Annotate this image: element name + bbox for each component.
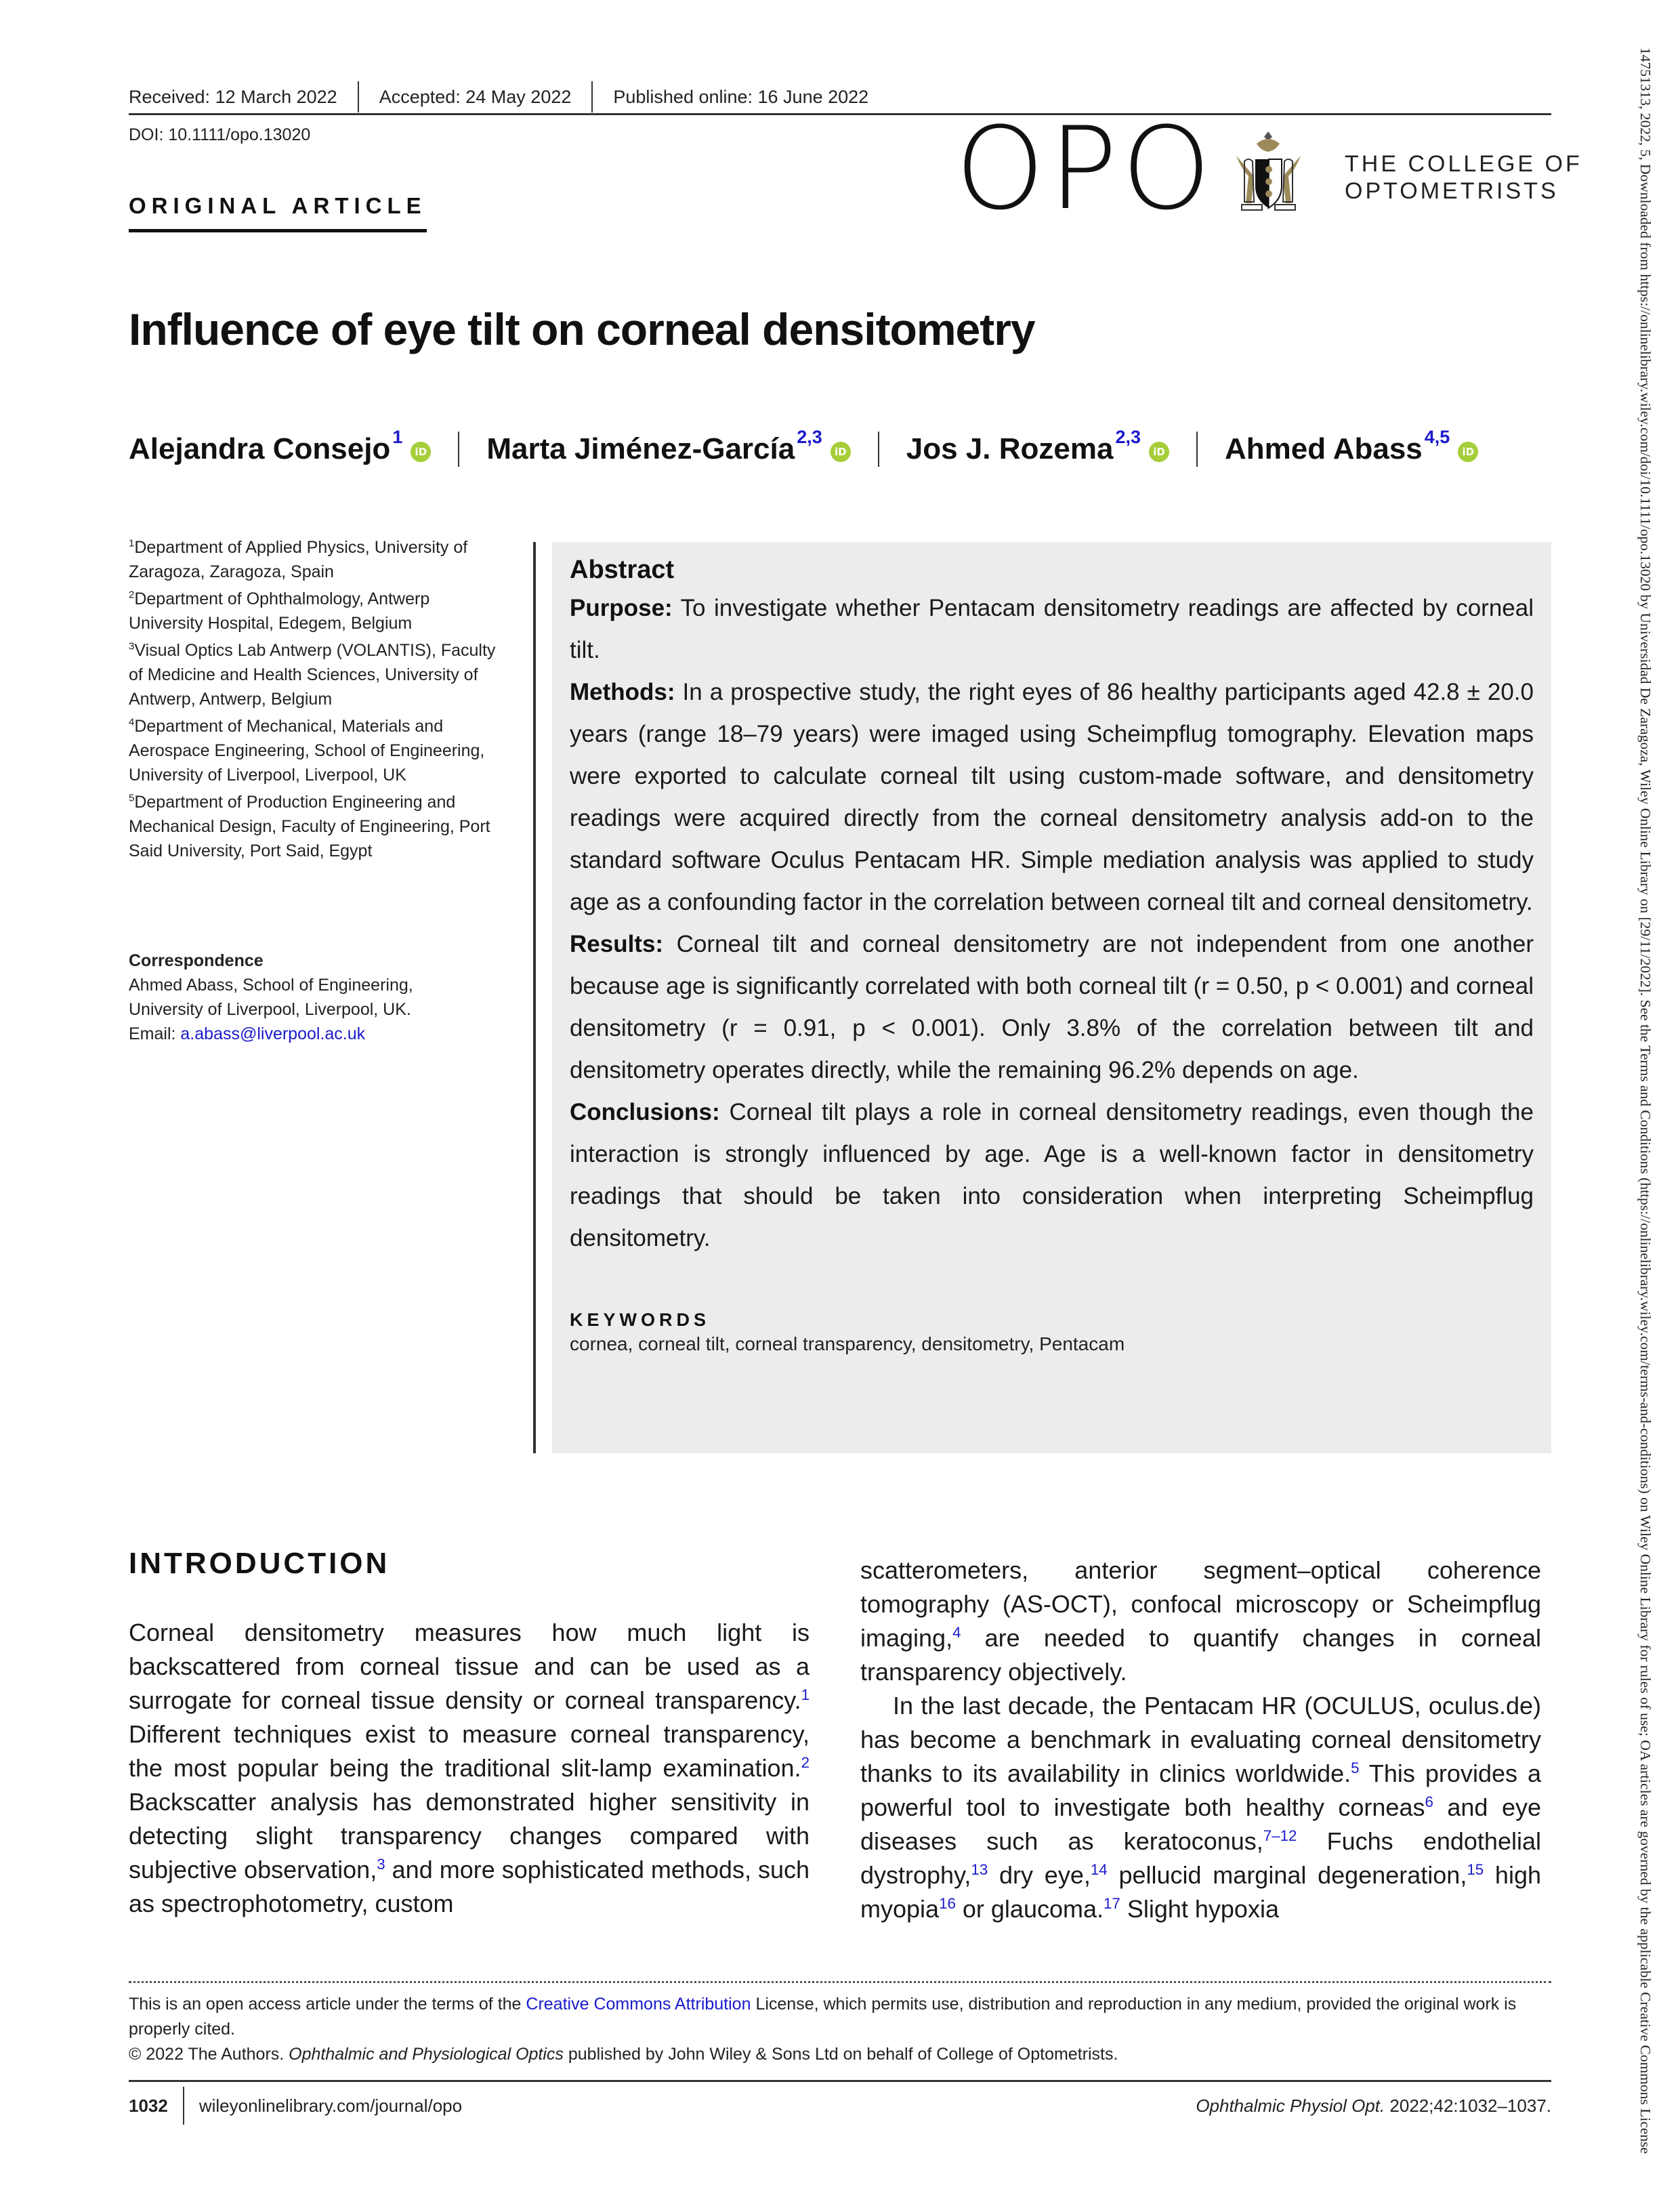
abstract-conclusions [570, 1091, 1534, 1259]
author-affil-ref[interactable]: 2,3 [797, 427, 822, 447]
author-affil-ref[interactable]: 4,5 [1424, 427, 1450, 447]
abstract-purpose [570, 587, 1534, 671]
abstract-results [570, 923, 1534, 1091]
correspondence-heading: Correspondence [129, 951, 264, 970]
intro-paragraph: Corneal densitometry measures how much light is backscattered from corneal tissue and can be used as a surrogate for corneal tissue density or corneal transparency.$^1$ Different techniques exist to measure corneal transparency, the most popular being the traditional slit-lamp examination.$^2$ Backscatter analysis has demonstrated higher sensitivity in detecting slight transparency changes compared with subjective observation,$^3$ and more sophisticated methods, such as spectrophotometry, custom [129, 1619, 810, 1917]
citation-ref[interactable]: 5 [1351, 1759, 1360, 1776]
cc-license-link[interactable]: Creative Commons Attribution [526, 1995, 751, 2014]
license-notice [129, 1992, 1551, 2067]
header-rule [129, 113, 1551, 115]
license-post: License, which permits use, distribution and reproduction in any medium, provided the original work is properly cited. [129, 1995, 1517, 2039]
citation-ref[interactable]: 7–12 [1263, 1827, 1297, 1844]
conclusions-text: Corneal tilt plays a role in corneal densitometry readings, even though the interaction is strongly influenced by age. Age is a well-known factor in densitometry readings that should be taken into consideration when interpreting Scheimpflug densitometry. [570, 1099, 1534, 1251]
license-text [129, 1992, 1551, 2042]
affiliation-text: Visual Optics Lab Antwerp (VOLANTIS), Faculty of Medicine and Health Sciences, University of Antwerp, Antwerp, Belgium [129, 641, 496, 709]
affiliation-text: Department of Applied Physics, University of Zaragoza, Zaragoza, Spain [129, 538, 468, 581]
purpose-text: To investigate whether Pentacam densitometry readings are affected by corneal tilt. [570, 595, 1534, 663]
abstract-box [552, 542, 1551, 1453]
author-name: Marta Jiménez-García [486, 432, 795, 465]
citation-details: 2022;42:1032–1037. [1385, 2095, 1551, 2116]
citation-ref[interactable]: 16 [939, 1895, 956, 1912]
orcid-icon[interactable]: iD [411, 442, 431, 462]
keywords: cornea, corneal tilt, corneal transparency, densitometry, Pentacam [570, 1333, 1125, 1354]
email-link[interactable]: a.abass@liverpool.ac.uk [180, 1024, 366, 1043]
affiliations [129, 535, 508, 866]
publication-dates [129, 80, 1551, 114]
author[interactable] [486, 427, 850, 466]
column-divider [533, 542, 536, 1453]
citation-ref[interactable]: 3 [377, 1856, 385, 1873]
intro-paragraph: In the last decade, the Pentacam HR (OCULUS, oculus.de) has become a benchmark in evaluating corneal densitometry thanks to its availability in clinics worldwide.$^5$ This provides a powerful tool to investigate both healthy corneas$^6$ and eye diseases such as keratoconus,$^{7-12}$ Fuchs endothelial dystrophy,$^{13}$ dry eye,$^{14}$ pellucid marginal degeneration,$^{15}$ high myopia$^{16}$ or glaucoma.$^{17}$ Slight hypoxia [860, 1692, 1541, 1923]
college-line-1: THE COLLEGE OF [1345, 151, 1582, 177]
affiliation-number: 1 [129, 537, 135, 549]
citation-ref[interactable]: 13 [971, 1861, 988, 1878]
purpose-label: Purpose: [570, 595, 673, 621]
correspondence-email-row [129, 1022, 508, 1046]
author-list [129, 425, 1478, 473]
copyright-journal: Ophthalmic and Physiological Optics [289, 2045, 564, 2064]
citation-journal: Ophthalmic Physiol Opt. [1196, 2095, 1385, 2116]
correspondence-line: University of Liverpool, Liverpool, UK. [129, 1000, 411, 1019]
affiliation [129, 714, 508, 787]
affiliation [129, 587, 508, 636]
copyright [129, 2042, 1551, 2067]
citation-ref[interactable]: 2 [801, 1754, 810, 1771]
copyright-pre: © 2022 The Authors. [129, 2045, 289, 2064]
affiliation-text: Department of Production Engineering and Mechanical Design, Faculty of Engineering, Port Said University, Port Said, Egypt [129, 793, 490, 860]
correspondence-line: Ahmed Abass, School of Engineering, [129, 976, 413, 995]
college-name [1345, 150, 1582, 205]
article-title: Influence of eye tilt on corneal densitometry [129, 304, 1035, 354]
author[interactable] [129, 427, 431, 466]
affiliation-number: 2 [129, 589, 135, 601]
author-affil-ref[interactable]: 2,3 [1115, 427, 1141, 447]
college-line-2: OPTOMETRISTS [1345, 178, 1559, 204]
citation [1196, 2096, 1551, 2117]
introduction-heading: INTRODUCTION [129, 1547, 390, 1580]
affiliation [129, 535, 508, 584]
abstract-methods [570, 671, 1534, 923]
body-column-left [129, 1616, 810, 1921]
page-footer [129, 2085, 1551, 2126]
email-label: Email: [129, 1024, 181, 1043]
author-separator [1196, 432, 1198, 467]
correspondence [129, 949, 508, 1046]
conclusions-label: Conclusions: [570, 1099, 720, 1125]
citation-ref[interactable]: 6 [1425, 1793, 1433, 1810]
page-number: 1032 [129, 2087, 184, 2125]
keywords-heading: KEYWORDS [570, 1310, 711, 1330]
accepted-date: Accepted: 24 May 2022 [359, 81, 593, 112]
author-affil-ref[interactable]: 1 [392, 427, 403, 447]
author-separator [878, 432, 879, 467]
citation-ref[interactable]: 14 [1090, 1861, 1108, 1878]
download-notice-sidebar [1636, 47, 1656, 2195]
received-date: Received: 12 March 2022 [129, 81, 359, 112]
affiliation-text: Department of Ophthalmology, Antwerp University Hospital, Edegem, Belgium [129, 589, 430, 633]
article-type-underline [129, 229, 427, 232]
body-column-right [860, 1554, 1541, 1926]
methods-label: Methods: [570, 679, 675, 705]
author-separator [458, 432, 459, 467]
intro-paragraph: scatterometers, anterior segment–optical coherence tomography (AS-OCT), confocal microscopy or Scheimpflug imaging,$^4$ are needed to quantify changes in corneal transparency objectively. [860, 1556, 1541, 1686]
methods-text: In a prospective study, the right eyes of 86 healthy participants aged 42.8 ± 20.0 years (range 18–79 years) were imaged using Scheimpflug tomography. Elevation maps were exported to calculate corneal tilt using custom-made software, and densitometry readings were acquired directly from the corneal densitometry analysis add-on to the standard software Oculus Pentacam HR. Simple mediation analysis was applied to study age as a confounding factor in the correlation between corneal tilt and corneal densitometry. [570, 679, 1534, 915]
author[interactable] [1225, 427, 1478, 466]
author-name: Jos J. Rozema [906, 432, 1114, 465]
orcid-icon[interactable]: iD [1458, 442, 1478, 462]
article-type: ORIGINAL ARTICLE [129, 193, 427, 218]
doi[interactable]: DOI: 10.1111/opo.13020 [129, 125, 311, 144]
journal-logo: OPO [955, 102, 1215, 235]
citation-ref[interactable]: 1 [801, 1686, 810, 1703]
coat-of-arms-icon [1230, 129, 1307, 213]
affiliation-number: 5 [129, 792, 135, 804]
citation-ref[interactable]: 4 [952, 1624, 961, 1641]
copyright-post: published by John Wiley & Sons Ltd on behalf of College of Optometrists. [563, 2045, 1118, 2064]
orcid-icon[interactable]: iD [831, 442, 851, 462]
license-divider [129, 1981, 1551, 1983]
abstract-heading: Abstract [570, 556, 675, 584]
author-name: Ahmed Abass [1225, 432, 1423, 465]
journal-site-link[interactable]: wileyonlinelibrary.com/journal/opo [198, 2095, 463, 2116]
footer-rule [129, 2080, 1551, 2082]
license-pre: This is an open access article under the terms of the [129, 1995, 526, 2014]
author[interactable] [906, 427, 1169, 466]
author-name: Alejandra Consejo [129, 432, 391, 465]
published-date: Published online: 16 June 2022 [613, 87, 869, 107]
affiliation-text: Department of Mechanical, Materials and Aerospace Engineering, School of Engineering, University of Liverpool, Liverpool, UK [129, 717, 485, 785]
orcid-icon[interactable]: iD [1149, 442, 1169, 462]
citation-ref[interactable]: 15 [1467, 1861, 1484, 1878]
results-text: Corneal tilt and corneal densitometry are not independent from one another because age is significantly correlated with both corneal tilt (r = 0.50, p < 0.001) and corneal densitometry (r = 0.91, p < 0.001). Only 3.8% of the correlation between tilt and densitometry operates directly, while the remaining 96.2% depends on age. [570, 931, 1534, 1083]
results-label: Results: [570, 931, 664, 957]
affiliation [129, 790, 508, 863]
affiliation-number: 3 [129, 640, 135, 652]
citation-ref[interactable]: 17 [1104, 1895, 1120, 1912]
affiliation-number: 4 [129, 716, 135, 728]
download-notice-text: 14751313, 2022, 5, Downloaded from https://onlinelibrary.wiley.com/doi/10.1111/opo.13020 by Universidad De Zaragoza, Wiley Online Library on [29/11/2022]. See the Terms and Conditions (https://onlinelibrary.wiley.com/terms-and-conditions) on Wiley Online Library for rules of use; OA articles are governed by the applicable Creative Commons License [1637, 47, 1654, 2154]
affiliation [129, 638, 508, 711]
